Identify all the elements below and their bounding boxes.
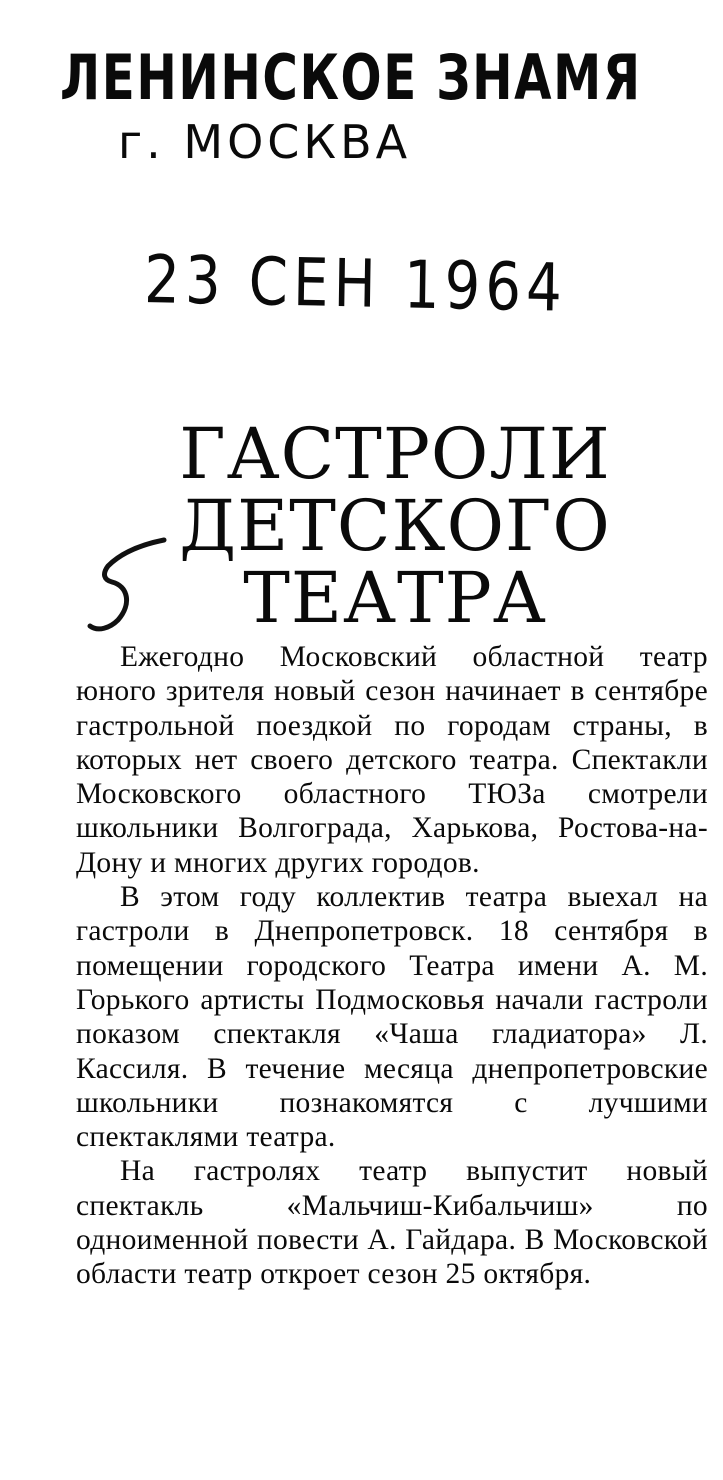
headline-line-2: ДЕТСКОГО — [179, 485, 611, 567]
article-headline — [150, 413, 640, 639]
city-stamp: г. МОСКВА — [118, 115, 412, 169]
handwritten-date: 23 СЕН 1964 — [143, 240, 568, 327]
article-paragraph-1: Ежегодно Московский областной театр юного зрителя новый сезон начинает в сентябре гастрольной поездкой по городам страны, в которых нет своего детского театра. Спектакли Московского областного ТЮЗа смотрели школьники Волгограда, Харькова, Ростова-на-Дону и многих других городов. — [76, 641, 708, 879]
article-body — [76, 640, 708, 1292]
article-paragraph-3: На гастролях театр выпустит новый спектакль «Мальчиш-Кибальчиш» по одноименной повести А. Гайдара. В Московской области театр откроет сезон 25 октября. — [76, 1155, 708, 1291]
headline-line-1: ГАСТРОЛИ — [179, 413, 611, 495]
headline-line-3: ТЕАТРА — [243, 557, 547, 639]
newspaper-name-stamp: ЛЕНИНСКОЕ ЗНАМЯ — [60, 41, 642, 114]
article-paragraph-2: В этом году коллектив театра выехал на гастроли в Днепропетровск. 18 сентября в помещении городского Театра имени А. М. Горького артисты Подмосковья начали гастроли показом спектакля «Чаша гладиатора» Л. Кассиля. В течение месяца днепропетровские школьники познакомятся с лучшими спектаклями театра. — [76, 881, 708, 1154]
